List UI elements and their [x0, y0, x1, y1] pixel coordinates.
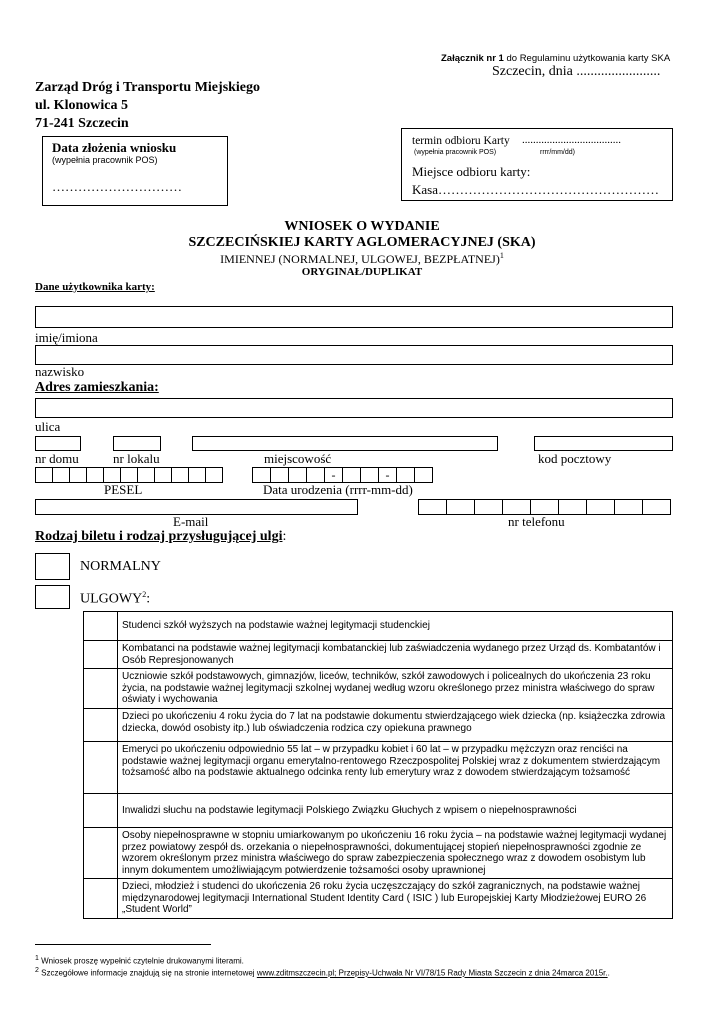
pesel-cell[interactable] — [103, 467, 121, 483]
discount-row — [84, 794, 673, 828]
attachment-note — [441, 53, 670, 64]
discount-checkbox[interactable] — [84, 742, 118, 794]
phone-cell[interactable] — [530, 499, 559, 515]
pesel-cell[interactable] — [86, 467, 104, 483]
submission-date-box — [42, 136, 228, 206]
pickup-term-label: termin odbioru Karty — [412, 135, 510, 147]
street-input[interactable] — [35, 398, 673, 418]
flat-number-input[interactable] — [113, 436, 161, 451]
discount-checkbox[interactable] — [84, 612, 118, 641]
discount-row — [84, 709, 673, 742]
pickup-term-format: rrrr/mm/dd) — [540, 149, 575, 156]
phone-cell[interactable] — [586, 499, 615, 515]
discount-row — [84, 742, 673, 794]
phone-cell[interactable] — [642, 499, 671, 515]
phone-cell[interactable] — [614, 499, 643, 515]
pesel-cell[interactable] — [205, 467, 223, 483]
pickup-place-field[interactable]: Kasa…………………………………………… — [412, 182, 659, 197]
postal-code-input[interactable] — [534, 436, 673, 451]
birth-date-cell[interactable] — [270, 467, 289, 483]
phone-cell[interactable] — [418, 499, 447, 515]
phone-cell[interactable] — [446, 499, 475, 515]
pesel-cell[interactable] — [120, 467, 138, 483]
discount-checkbox[interactable] — [84, 794, 118, 828]
footnote-2 — [35, 967, 610, 978]
pickup-place-label: Miejsce odbioru karty: — [412, 164, 531, 179]
pesel-cell[interactable] — [137, 467, 155, 483]
pesel-cell[interactable] — [52, 467, 70, 483]
attachment-description: do Regulaminu użytkowania karty SKA — [503, 53, 671, 64]
surname-input[interactable] — [35, 345, 673, 365]
discount-text: Dzieci po ukończeniu 4 roku życia do 7 lat na podstawie dokumentu stwierdzającego wiek dziecka (np. książeczka zdrowia dziecka, dowód osobisty itp.) lub oświadczenia rodzica czy opiekuna prawnego — [118, 709, 673, 742]
pickup-term-note: (wypełnia pracownik POS) — [414, 149, 497, 156]
surname-label: nazwisko — [35, 364, 85, 379]
discount-row — [84, 669, 673, 709]
discounts-table — [83, 611, 673, 919]
discount-row — [84, 641, 673, 669]
pesel-cell[interactable] — [35, 467, 53, 483]
birth-date-cell[interactable] — [360, 467, 379, 483]
pesel-input[interactable] — [35, 467, 223, 483]
user-data-heading: Dane użytkownika karty: — [35, 281, 155, 293]
form-title-line4: ORYGINAŁ/DUPLIKAT — [301, 266, 423, 278]
birth-date-input[interactable] — [252, 467, 433, 483]
first-name-input[interactable] — [35, 306, 673, 328]
reduced-ticket-label — [80, 590, 150, 608]
birth-date-separator: - — [378, 467, 397, 483]
discount-row — [84, 879, 673, 919]
submission-date-note: (wypełnia pracownik POS) — [52, 155, 158, 165]
footnote-ref-2: 2 — [142, 590, 147, 599]
birth-date-cell[interactable] — [252, 467, 271, 483]
submission-date-title: Data złożenia wniosku — [52, 140, 177, 155]
pickup-term-field[interactable]: .................................... — [522, 134, 621, 146]
discount-checkbox[interactable] — [84, 669, 118, 709]
birth-date-cell[interactable] — [414, 467, 433, 483]
reduced-ticket-checkbox[interactable] — [35, 585, 70, 609]
house-number-label: nr domu — [35, 451, 79, 466]
footnote-ref-1: 1 — [499, 251, 504, 260]
issuer-city: 71-241 Szczecin — [35, 116, 129, 131]
city-input[interactable] — [192, 436, 498, 451]
form-title-line3 — [0, 251, 724, 267]
discount-checkbox[interactable] — [84, 879, 118, 919]
postal-code-label: kod pocztowy — [538, 451, 612, 466]
pickup-box — [401, 128, 673, 201]
birth-date-label: Data urodzenia (rrrr-mm-dd) — [263, 482, 413, 497]
discount-row — [84, 612, 673, 641]
discount-text: Emeryci po ukończeniu odpowiednio 55 lat – w przypadku kobiet i 60 lat – w przypadku mężczyzn oraz renciści na podstawie ważnej legitymacji organu emerytalno-rentowego Rzeczpospolitej Polskiej wraz z dokumentem stwierdzającym tożsamość albo na podstawie aktualnego odcinka renty lub emerytury wraz z dowodem stwierdzającym tożsamość — [118, 742, 673, 794]
footnote-1 — [35, 955, 244, 966]
birth-date-cell[interactable] — [306, 467, 325, 483]
form-title-line1: WNIOSEK O WYDANIE — [284, 219, 440, 234]
street-label: ulica — [35, 419, 61, 434]
house-number-input[interactable] — [35, 436, 81, 451]
first-name-label: imię/imiona — [35, 330, 98, 345]
normal-ticket-label: NORMALNY — [80, 559, 161, 574]
regulations-link[interactable]: www.zditmszczecin.pl; Przepisy-Uchwała Nr VI/78/15 Rady Miasta Szczecin z dnia 24marca 2015r. — [256, 968, 608, 978]
email-label: E-mail — [173, 514, 209, 529]
discount-text: Osoby niepełnosprawne w stopniu umiarkowanym po ukończeniu 16 roku życia – na podstawie ważnej legitymacji wydanej przez powiatowy zespół ds. orzekania o niepełnosprawności, dokumentującej stopień niepełnosprawności zgodnie ze wzorem określonym przez ministra właściwego do spraw zabezpieczenia społecznego wraz z dowodem osobistym lub innym dokumentem umożliwiającym potwierdzenie tożsamości osoby uprawnionej — [118, 828, 673, 879]
phone-cell[interactable] — [474, 499, 503, 515]
pesel-label: PESEL — [104, 482, 143, 497]
discount-text: Kombatanci na podstawie ważnej legitymacji kombatanckiej lub zaświadczenia wydanego przez Urząd ds. Kombatantów i Osób Represjonowanych — [118, 641, 673, 669]
birth-date-cell[interactable] — [396, 467, 415, 483]
ticket-type-heading-colon: : — [282, 529, 287, 544]
footnote-2-text: Szczegółowe informacje znajdują się na stronie internetowej — [38, 968, 257, 978]
issuer-name: Zarząd Dróg i Transportu Miejskiego — [35, 80, 261, 95]
ticket-type-heading-text: Rodzaj biletu i rodzaj przysługującej ulgi — [35, 529, 283, 544]
reduced-ticket-colon: : — [146, 591, 151, 607]
footnote-2-end: . — [607, 968, 610, 978]
ticket-type-heading — [35, 529, 286, 545]
reduced-ticket-text: ULGOWY — [80, 591, 143, 607]
discount-checkbox[interactable] — [84, 828, 118, 879]
address-heading: Adres zamieszkania: — [35, 380, 159, 395]
pesel-cell[interactable] — [188, 467, 206, 483]
birth-date-cell[interactable] — [342, 467, 361, 483]
footnote-divider — [35, 944, 211, 945]
discount-text: Studenci szkół wyższych na podstawie ważnej legitymacji studenckiej — [118, 612, 673, 641]
discount-text: Inwalidzi słuchu na podstawie legitymacji Polskiego Związku Głuchych z wpisem o niepełnosprawności — [118, 794, 673, 828]
pesel-cell[interactable] — [154, 467, 172, 483]
phone-cell[interactable] — [558, 499, 587, 515]
phone-cell[interactable] — [502, 499, 531, 515]
submission-date-field[interactable]: ………………………… — [52, 179, 182, 194]
birth-date-cell[interactable] — [288, 467, 307, 483]
discount-checkbox[interactable] — [84, 641, 118, 669]
footnote-1-text: Wniosek proszę wypełnić czytelnie drukowanymi literami. — [38, 956, 244, 966]
discount-row — [84, 828, 673, 879]
flat-number-label: nr lokalu — [113, 451, 160, 466]
discount-checkbox[interactable] — [84, 709, 118, 742]
birth-date-separator: - — [324, 467, 343, 483]
discount-text: Dzieci, młodzież i studenci do ukończenia 26 roku życia uczęszczający do szkół zagranicznych, na podstawie ważnej międzynarodowej legitymacji International Student Identity Card ( ISIC ) lub Europejskiej Karty Młodzieżowej EURO 26 „Student World” — [118, 879, 673, 919]
attachment-number: Załącznik nr 1 — [441, 53, 504, 64]
city-label: miejscowość — [264, 451, 332, 466]
pesel-cell[interactable] — [171, 467, 189, 483]
footnote-1-number: 1 — [35, 955, 39, 962]
footnote-2-number: 2 — [35, 967, 39, 974]
card-variants: IMIENNEJ (NORMALNEJ, ULGOWEJ, BEZPŁATNEJ) — [220, 252, 500, 266]
email-input[interactable] — [35, 499, 358, 515]
issuer-street: ul. Klonowica 5 — [35, 98, 128, 113]
place-date-line: Szczecin, dnia ........................ — [492, 64, 661, 79]
discount-text: Uczniowie szkół podstawowych, gimnazjów, liceów, techników, szkół zawodowych i policealnych do ukończenia 23 roku życia, na podstawie ważnej legitymacji szkolnej wydanej według wzoru określonego przez ministra właściwego do spraw oświaty i wychowania — [118, 669, 673, 709]
pesel-cell[interactable] — [69, 467, 87, 483]
normal-ticket-checkbox[interactable] — [35, 553, 70, 580]
phone-label: nr telefonu — [508, 514, 565, 529]
phone-input[interactable] — [418, 499, 671, 515]
form-title-line2: SZCZECIŃSKIEJ KARTY AGLOMERACYJNEJ (SKA) — [188, 235, 536, 250]
